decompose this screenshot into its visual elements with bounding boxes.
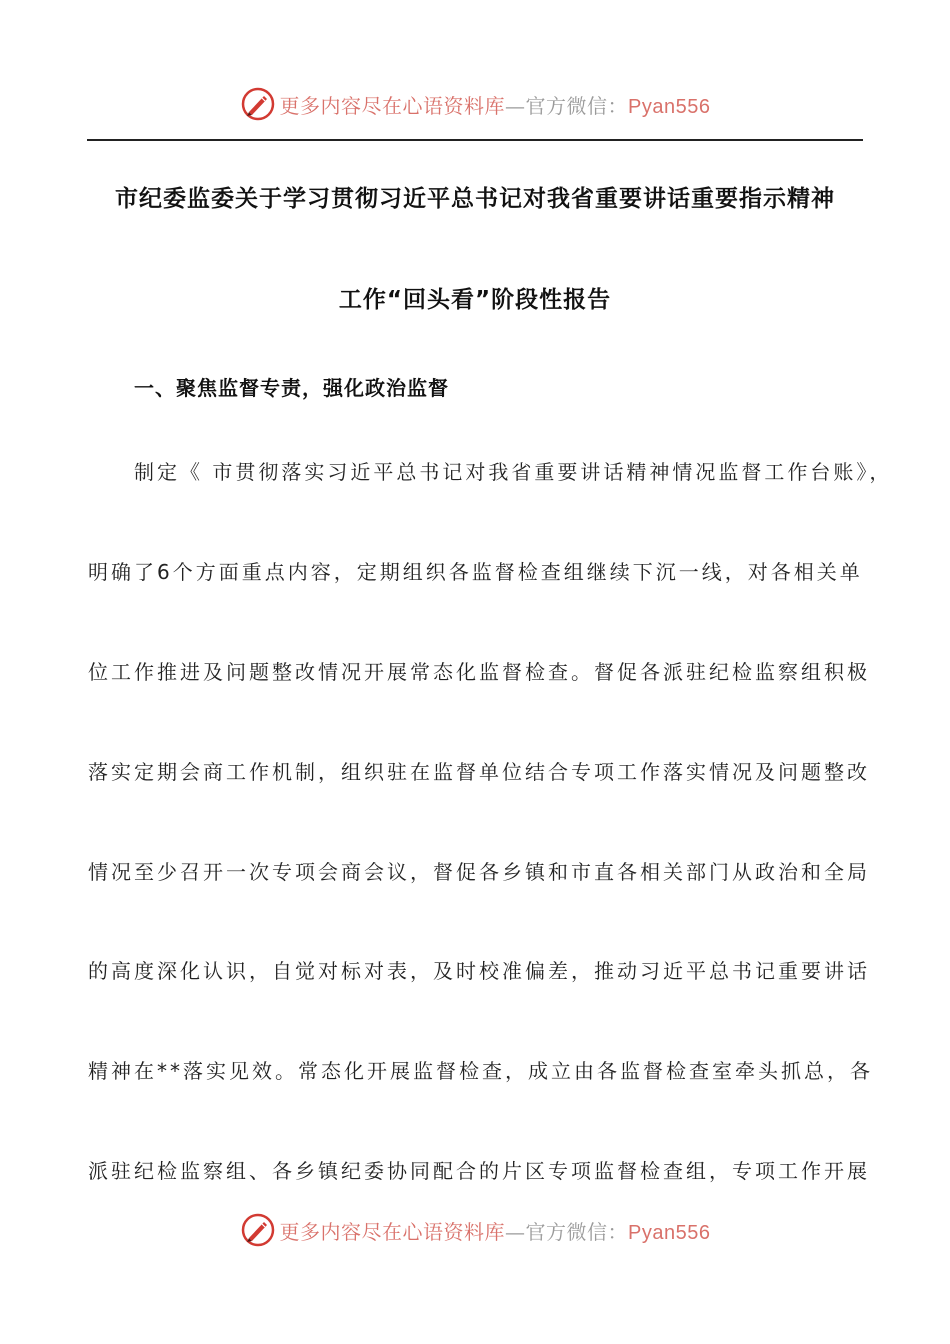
watermark-dash: — [505, 1219, 526, 1244]
paragraph-line: 的高度深化认识，自觉对标对表，及时校准偏差，推动习近平总书记重要讲话 [88, 959, 870, 983]
watermark-wechat-label: 官方微信： [525, 1219, 629, 1244]
watermark-main: 更多内容尽在心语资料库 [279, 93, 506, 118]
pen-logo-icon [240, 86, 276, 122]
paragraph-line: 位工作推进及问题整改情况开展常态化监督检查。督促各派驻纪检监察组积极 [88, 660, 870, 684]
paragraph-line: 明确了6个方面重点内容，定期组织各监督检查组继续下沉一线，对各相关单 [88, 560, 863, 584]
footer-watermark [0, 1210, 950, 1250]
pen-logo-icon [240, 1212, 276, 1248]
paragraph-line: 制定《 市贯彻落实习近平总书记对我省重要讲话精神情况监督工作台账》， [134, 460, 893, 484]
watermark-main: 更多内容尽在心语资料库 [279, 1219, 506, 1244]
watermark-wechat-id: Pyan556 [628, 95, 711, 118]
header-watermark [0, 84, 950, 124]
document-title-line-2: 工作“回头看”阶段性报告 [338, 287, 612, 313]
section-heading: 一、聚焦监督专责，强化政治监督 [134, 376, 449, 400]
watermark-dash: — [505, 93, 526, 118]
paragraph-line: 派驻纪检监察组、各乡镇纪委协同配合的片区专项监督检查组，专项工作开展 [88, 1159, 870, 1183]
watermark-text [280, 1216, 711, 1245]
watermark-text [280, 90, 711, 119]
header-rule [87, 139, 863, 141]
paragraph-line: 情况至少召开一次专项会商会议，督促各乡镇和市直各相关部门从政治和全局 [88, 860, 870, 884]
watermark-wechat-label: 官方微信： [525, 93, 629, 118]
paragraph-line: 精神在**落实见效。常态化开展监督检查，成立由各监督检查室牵头抓总，各 [88, 1059, 873, 1083]
watermark-wechat-id: Pyan556 [628, 1221, 711, 1244]
document-title-line-1: 市纪委监委关于学习贯彻习近平总书记对我省重要讲话重要指示精神 [115, 186, 835, 212]
paragraph-line: 落实定期会商工作机制，组织驻在监督单位结合专项工作落实情况及问题整改 [88, 760, 870, 784]
